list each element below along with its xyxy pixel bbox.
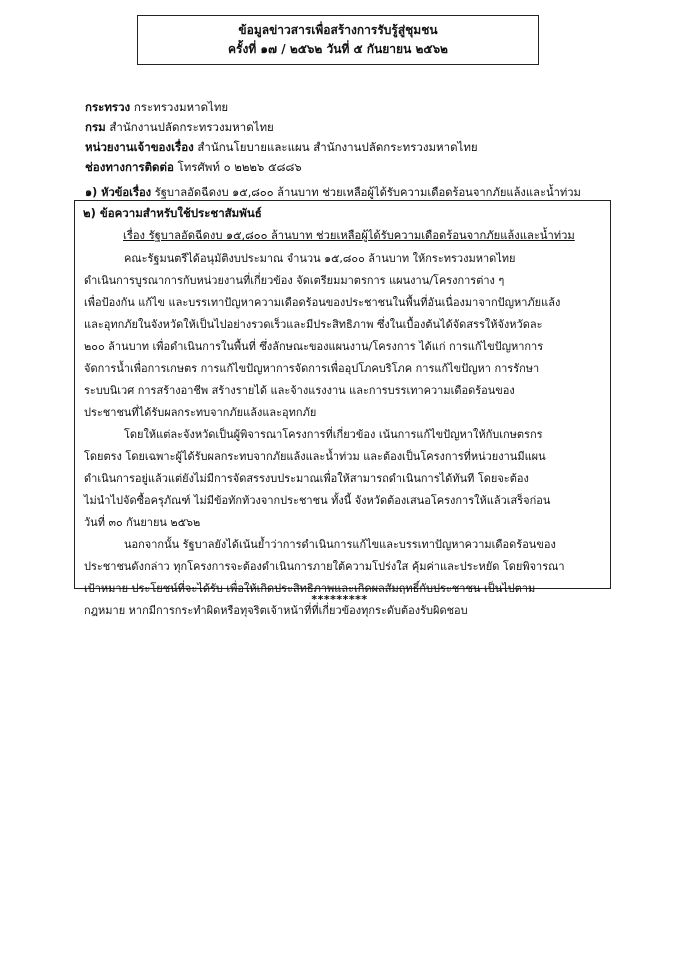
body-line: โดยให้แต่ละจังหวัดเป็นผู้พิจารณาโครงการที่เกี่ยวข้อง เน้นการแก้ไขปัญหาให้กับเกษตรกร bbox=[124, 428, 543, 441]
ministry-value: กระทรวงมหาดไทย bbox=[133, 100, 229, 114]
agency-row bbox=[85, 137, 605, 157]
body-line: ระบบนิเวศ การสร้างอาชีพ สร้างรายได้ และจ้างแรงงาน และการบรรเทาความเดือดร้อนของ bbox=[84, 384, 515, 397]
body-line: และอุทกภัยในจังหวัดให้เป็นไปอย่างรวดเร็วและมีประสิทธิภาพ ซึ่งในเบื้องต้นได้จัดสรรให้จังหวัดละ bbox=[84, 318, 543, 331]
pr-message-box bbox=[74, 200, 611, 617]
body-line: ดำเนินการอยู่แล้วแต่ยังไม่มีการจัดสรรงบประมาณเพื่อให้สามารถดำเนินการได้ทันที โดยจะต้อง bbox=[84, 472, 529, 485]
document-subtitle: ครั้งที่ ๑๗ / ๒๕๖๒ วันที่ ๕ กันยายน ๒๕๖๒ bbox=[228, 42, 448, 56]
body-line: เพื่อป้องกัน แก้ไข และบรรเทาปัญหาความเดือดร้อนของประชาชนในพื้นที่อันเนื่องมาจากปัญหาภัยแล้ง bbox=[84, 296, 561, 309]
body-line: กฎหมาย หากมีการกระทำผิดหรือทุจริตเจ้าหน้าที่ที่เกี่ยวข้องทุกระดับต้องรับผิดชอบ bbox=[84, 604, 468, 617]
topic-row bbox=[85, 183, 581, 201]
body-line: จัดการน้ำเพื่อการเกษตร การแก้ไขปัญหาการจัดการเพื่ออุปโภคบริโภค การแก้ไขปัญหา การรักษา bbox=[84, 362, 540, 375]
pr-body bbox=[84, 248, 600, 622]
body-line: ดำเนินการบูรณาการกับหน่วยงานที่เกี่ยวข้อง จัดเตรียมมาตรการ แผนงาน/โครงการต่าง ๆ bbox=[84, 274, 505, 287]
body-line: ประชาชนดังกล่าว ทุกโครงการจะต้องดำเนินการภายใต้ความโปร่งใส คุ้มค่าและประหยัด โดยพิจารณา bbox=[84, 560, 565, 573]
body-line: โดยตรง โดยเฉพาะผู้ได้รับผลกระทบจากภัยแล้งและน้ำท่วม และต้องเป็นโครงการที่หน่วยงานมีแผน bbox=[84, 450, 546, 463]
topic-label: ๑) หัวข้อเรื่อง bbox=[85, 186, 152, 199]
body-line: ประชาชนที่ได้รับผลกระทบจากภัยแล้งและอุทกภัย bbox=[84, 406, 317, 419]
pr-subject: เรื่อง รัฐบาลอัดฉีดงบ ๑๕,๘๐๐ ล้านบาท ช่วยเหลือผู้ได้รับความเดือดร้อนจากภัยแล้งและน้ำท่วม bbox=[123, 229, 575, 242]
contact-label: ช่องทางการติดต่อ bbox=[85, 160, 174, 174]
meta-block bbox=[85, 97, 605, 177]
body-line: ๒๐๐ ล้านบาท เพื่อดำเนินการในพื้นที่ ซึ่งลักษณะของแผนงาน/โครงการ ได้แก่ การแก้ไขปัญหาการ bbox=[84, 340, 544, 353]
end-mark: ********* bbox=[311, 593, 368, 606]
title-box bbox=[137, 15, 539, 65]
contact-value: โทรศัพท์ ๐ ๒๒๒๖ ๕๘๘๖ bbox=[177, 160, 302, 174]
body-line: นอกจากนั้น รัฐบาลยังได้เน้นย้ำว่าการดำเนินการแก้ไขและบรรเทาปัญหาความเดือดร้อนของ bbox=[124, 538, 556, 551]
pr-heading: ๒) ข้อความสำหรับใช้ประชาสัมพันธ์ bbox=[83, 206, 262, 220]
contact-row bbox=[85, 157, 605, 177]
agency-value: สำนักนโยบายและแผน สำนักงานปลัดกระทรวงมหาดไทย bbox=[197, 140, 478, 154]
agency-label: หน่วยงานเจ้าของเรื่อง bbox=[85, 140, 194, 154]
ministry-row bbox=[85, 97, 605, 117]
body-line: เป้าหมาย ประโยชน์ที่จะได้รับ เพื่อให้เกิดประสิทธิภาพและเกิดผลสัมฤทธิ์กับประชาชน เป็นไปตาม bbox=[84, 582, 536, 595]
topic-value: รัฐบาลอัดฉีดงบ ๑๕,๘๐๐ ล้านบาท ช่วยเหลือผู้ได้รับความเดือดร้อนจากภัยแล้งและน้ำท่วม bbox=[154, 186, 581, 199]
department-row bbox=[85, 117, 605, 137]
body-line: วันที่ ๓๐ กันยายน ๒๕๖๒ bbox=[84, 516, 201, 529]
document-title: ข้อมูลข่าวสารเพื่อสร้างการรับรู้สู่ชุมชน bbox=[238, 23, 438, 37]
body-line: คณะรัฐมนตรีได้อนุมัติงบประมาณ จำนวน ๑๕,๘๐๐ ล้านบาท ให้กระทรวงมหาดไทย bbox=[124, 252, 516, 265]
department-label: กรม bbox=[85, 120, 106, 134]
ministry-label: กระทรวง bbox=[85, 100, 131, 114]
department-value: สำนักงานปลัดกระทรวงมหาดไทย bbox=[109, 120, 274, 134]
body-line: ไม่นำไปจัดซื้อครุภัณฑ์ ไม่มีข้อทักท้วงจากประชาชน ทั้งนี้ จังหวัดต้องเสนอโครงการให้แล้วเสร็จก่อน bbox=[84, 494, 551, 507]
